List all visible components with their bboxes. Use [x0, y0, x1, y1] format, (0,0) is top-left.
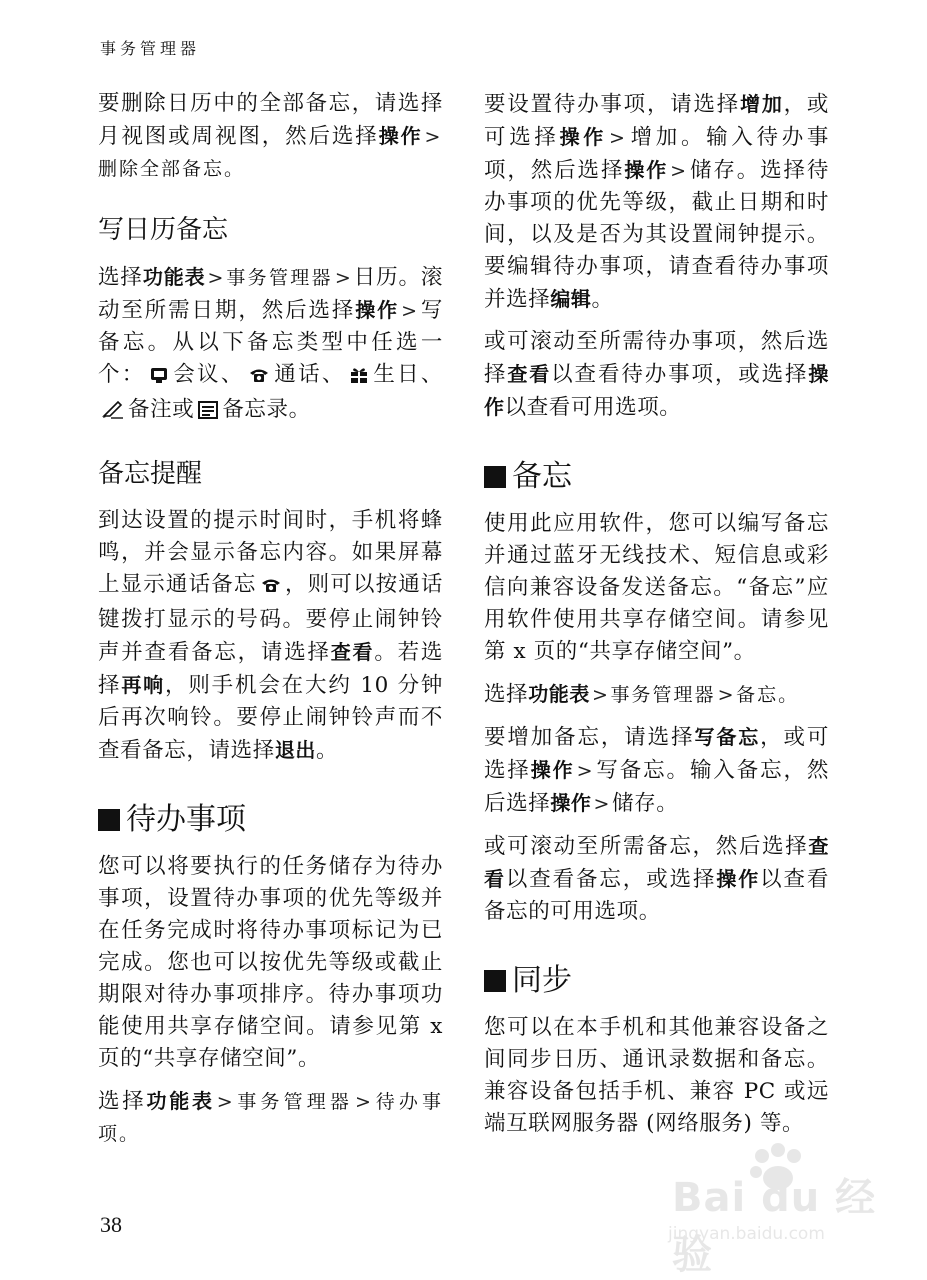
menu-term-options: 操作 [355, 298, 400, 322]
text: ，则可以按通话键拨打显示的号码。要停止闹钟铃声并查看备忘，请选择 [98, 572, 443, 665]
heading-sync [484, 962, 829, 1000]
heading-notes [484, 458, 829, 496]
separator: > [576, 760, 594, 782]
text: 选择 [98, 265, 143, 290]
menu-term-exit: 退出 [274, 738, 317, 762]
menu-term-options: 操作 [550, 791, 592, 815]
separator: > [355, 1091, 372, 1113]
text: 。 [591, 287, 614, 312]
heading-text: 待办事项 [126, 802, 246, 837]
separator: > [216, 1091, 234, 1113]
separator: > [593, 793, 611, 815]
notes-add-paragraph [484, 721, 829, 820]
text: 写备忘。输入备忘，然后选择 [484, 758, 829, 816]
menu-path: 事务管理器 [610, 684, 716, 706]
menu-term-add: 增加 [740, 92, 784, 116]
text: 或可滚动至所需待办事项，然后选择 [484, 329, 829, 387]
menu-term-options: 操作 [559, 125, 607, 149]
section-marker-icon [484, 466, 506, 488]
text: 会议、 [171, 362, 245, 387]
page-number: 38 [100, 1212, 122, 1237]
separator: > [717, 684, 735, 706]
menu-term-menu: 功能表 [142, 265, 206, 289]
menu-path: 备忘。 [736, 684, 800, 706]
text: 或可滚动至所需备忘，然后选择 [484, 834, 809, 859]
heading-todo [98, 801, 443, 839]
todo-select-paragraph [98, 1085, 443, 1150]
menu-term-options: 操作 [378, 124, 423, 148]
delete-all-paragraph [98, 88, 443, 185]
text: 储存。 [612, 791, 679, 816]
text: 以查看可用选项。 [504, 395, 682, 420]
menu-path: 待办事项。 [98, 1091, 443, 1145]
text: 到达设置的提示时间时，手机将蜂鸣，并会显示备忘内容。如果屏幕上显示通话备忘 [98, 508, 443, 597]
left-column [98, 88, 443, 1160]
menu-term-options: 操作 [624, 158, 669, 182]
watermark-brand: Bai du 经验 [672, 1175, 877, 1278]
text: 日历。滚动至所需日期，然后选择 [98, 265, 443, 323]
separator: > [670, 160, 687, 182]
text: ，或可选择 [484, 92, 830, 150]
text: 备注或 [128, 397, 195, 422]
menu-path: 删除全部备忘。 [98, 158, 246, 180]
separator: > [334, 267, 352, 289]
text: 增加。输入待办事项，然后选择 [484, 125, 830, 183]
text: 以查看备忘的可用选项。 [484, 867, 829, 924]
menu-term-view: 查看 [484, 834, 829, 891]
meeting-icon [150, 362, 168, 394]
separator: > [592, 684, 609, 706]
call-icon [261, 572, 281, 604]
menu-term-edit: 编辑 [550, 287, 592, 311]
menu-term-options: 操作 [530, 758, 575, 782]
text: ，或可选择 [484, 725, 829, 783]
menu-term-menu: 功能表 [528, 682, 591, 706]
text: 。 [316, 738, 339, 763]
text: 生日、 [371, 362, 443, 387]
heading-text: 同步 [512, 963, 572, 998]
section-marker-icon [98, 809, 120, 831]
menu-path: 事务管理器 [235, 1091, 354, 1113]
text: 以查看待办事项，或选择 [551, 362, 809, 387]
text: 写备忘。从以下备忘类型中任选一个： [98, 298, 443, 387]
sync-paragraph: 您可以在本手机和其他兼容设备之间同步日历、通讯录数据和备忘。兼容设备包括手机、兼容 PC 或远端互联网服务器 (网络服务) 等。 [484, 1015, 829, 1136]
notes-intro-paragraph: 使用此应用软件，您可以编写备忘并通过蓝牙无线技术、短信息或彩信向兼容设备发送备忘。“备忘”应用软件使用共享存储空间。请参见第 x 页的“共享存储空间”。 [484, 511, 829, 664]
text: 要删除日历中的全部备忘，请选择月视图或周视图，然后选择 [98, 91, 443, 149]
menu-term-write-note: 写备忘 [694, 725, 761, 749]
menu-term-options: 操作 [484, 362, 830, 419]
notes-select-paragraph [484, 678, 829, 711]
menu-term-view: 查看 [330, 640, 375, 664]
menu-path: 事务管理器 [226, 267, 333, 289]
text: 通话、 [272, 362, 346, 387]
text: 备忘录。 [222, 397, 311, 422]
menu-term-menu: 功能表 [146, 1089, 215, 1113]
todo-scroll-paragraph [484, 326, 829, 424]
birthday-icon [350, 362, 368, 394]
memo-icon [102, 397, 124, 429]
call-icon [249, 362, 269, 394]
menu-term-snooze: 再响 [121, 673, 166, 697]
notes-view-paragraph [484, 830, 829, 928]
running-header: 事务管理器 [100, 39, 201, 58]
menu-term-options: 操作 [716, 867, 761, 891]
menu-term-view: 查看 [507, 362, 552, 386]
text: 以查看备忘，或选择 [505, 867, 717, 892]
watermark-url: jingyan.baidu.com [668, 1224, 825, 1244]
write-note-paragraph [98, 261, 443, 429]
separator: > [207, 267, 225, 289]
section-marker-icon [484, 970, 506, 992]
note-icon [198, 397, 218, 429]
text: 储存。选择待办事项的优先等级，截止日期和时间，以及是否为其设置闹钟提示。要编辑待办事项，请查看待办事项并选择 [484, 158, 829, 312]
separator: > [401, 300, 418, 322]
heading-write-calendar-note: 写日历备忘 [98, 215, 229, 245]
heading-text: 备忘 [512, 459, 572, 494]
separator: > [424, 126, 441, 148]
separator: > [608, 127, 626, 149]
todo-intro-paragraph: 您可以将要执行的任务储存为待办事项，设置待办事项的优先等级并在任务完成时将待办事项标记为已完成。您也可以按优先等级或截止期限对待办事项排序。待办事项功能使用共享存储空间。请参见第 x 页的“共享存储空间”。 [98, 854, 443, 1071]
heading-note-reminder: 备忘提醒 [98, 459, 203, 489]
right-column [484, 88, 829, 1150]
todo-set-paragraph [484, 88, 829, 316]
text: 选择 [484, 682, 529, 707]
text: 选择 [98, 1089, 147, 1114]
text: 要增加备忘，请选择 [484, 725, 695, 750]
text: ，则手机会在大约 10 分钟后再次响铃。要停止闹钟铃声而不查看备忘，请选择 [98, 673, 443, 763]
watermark-logo [660, 1140, 900, 1278]
text: 。若选择 [98, 640, 443, 698]
text: 要设置待办事项，请选择 [484, 92, 741, 117]
reminder-paragraph [98, 505, 443, 767]
